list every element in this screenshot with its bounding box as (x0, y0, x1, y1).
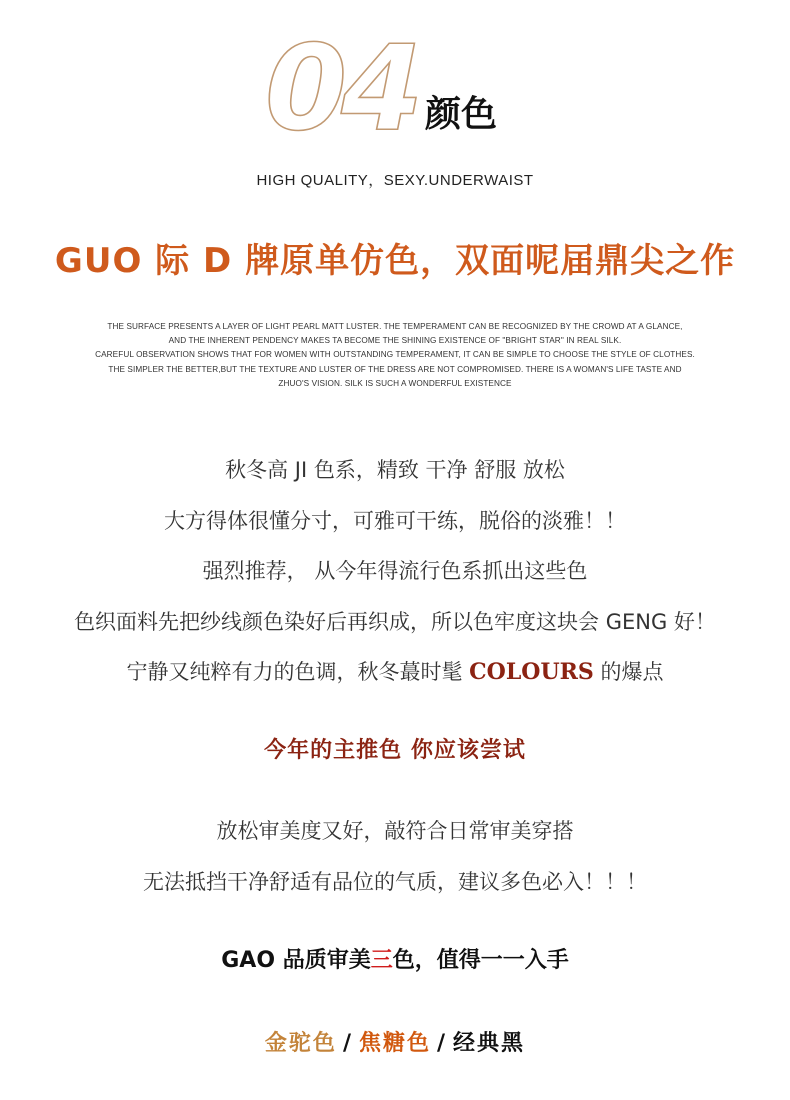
section-number: 04 (265, 19, 418, 157)
color-names (0, 1026, 790, 1062)
english-line: CAREFUL OBSERVATION SHOWS THAT FOR WOMEN WITH OUTSTANDING TEMPERAMENT, IT CAN BE SIMPLE TO CHOOSE THE STYLE OF CLOTHES. (95, 350, 695, 360)
english-line: THE SIMPLER THE BETTER,BUT THE TEXTURE AND LUSTER OF THE DRESS ARE NOT COMPROMISED. THERE IS A WOMAN'S LIFE TASTE AND (108, 364, 682, 374)
body-line-prefix: 宁静又纯粹有力的色调，秋冬蕞时髦 (126, 660, 470, 684)
color-classic-black: 经典黑 (453, 1031, 526, 1056)
body-line-suffix: 的爆点 (593, 660, 664, 684)
body-line: 放松审美度又好，敲符合日常审美穿搭 (216, 819, 574, 843)
english-line: THE SURFACE PRESENTS A LAYER OF LIGHT PEARL MATT LUSTER. THE TEMPERAMENT CAN BE RECOGNIZED BY THE CROWD AT A GLANCE, (107, 322, 683, 331)
color-separator: / (437, 1031, 448, 1056)
gao-prefix: GAO 品质审美 (221, 948, 371, 973)
english-line: AND THE INHERENT PENDENCY MAKES TA BECOME THE SHINING EXISTENCE OF "BRIGHT STAR" IN REAL SILK. (168, 336, 622, 346)
body-text-block-2 (0, 806, 790, 907)
body-line: 无法抵挡干净舒适有品位的气质，建议多色必入！！！ (143, 869, 647, 894)
gao-highlight: 三 (370, 948, 393, 973)
body-line: 大方得体很懂分寸，可雅可干练，脱俗的淡雅！！ (164, 508, 626, 533)
english-line: ZHUO'S VISION. SILK IS SUCH A WONDERFUL EXISTENCE (278, 378, 512, 388)
english-paragraph (0, 320, 790, 391)
section-title: 颜色 (425, 94, 498, 135)
body-line: 色织面料先把纱线颜色染好后再织成，所以色牢度这块会 GENG 好！ (74, 609, 716, 634)
color-caramel: 焦糖色 (358, 1031, 431, 1056)
headline: GUO 际 D 牌原单仿色，双面呢届鼎尖之作 (54, 241, 736, 281)
subtitle: HIGH QUALITY，SEXY.UNDERWAIST (256, 172, 534, 189)
gao-quality-line (0, 944, 790, 978)
color-separator: / (342, 1031, 353, 1056)
body-line-colours (0, 647, 790, 698)
body-line: 强烈推荐， 从今年得流行色系抓出这些色 (202, 559, 588, 583)
sub-heading: 今年的主推色 你应该尝试 (264, 738, 526, 763)
colours-highlight: COLOURS (469, 659, 594, 685)
color-gold-camel: 金驼色 (264, 1031, 337, 1056)
body-text-block (0, 445, 790, 698)
body-line: 秋冬高 JI 色系，精致 干净 舒服 放松 (225, 458, 565, 482)
gao-suffix: 色，值得一一入手 (392, 948, 569, 973)
